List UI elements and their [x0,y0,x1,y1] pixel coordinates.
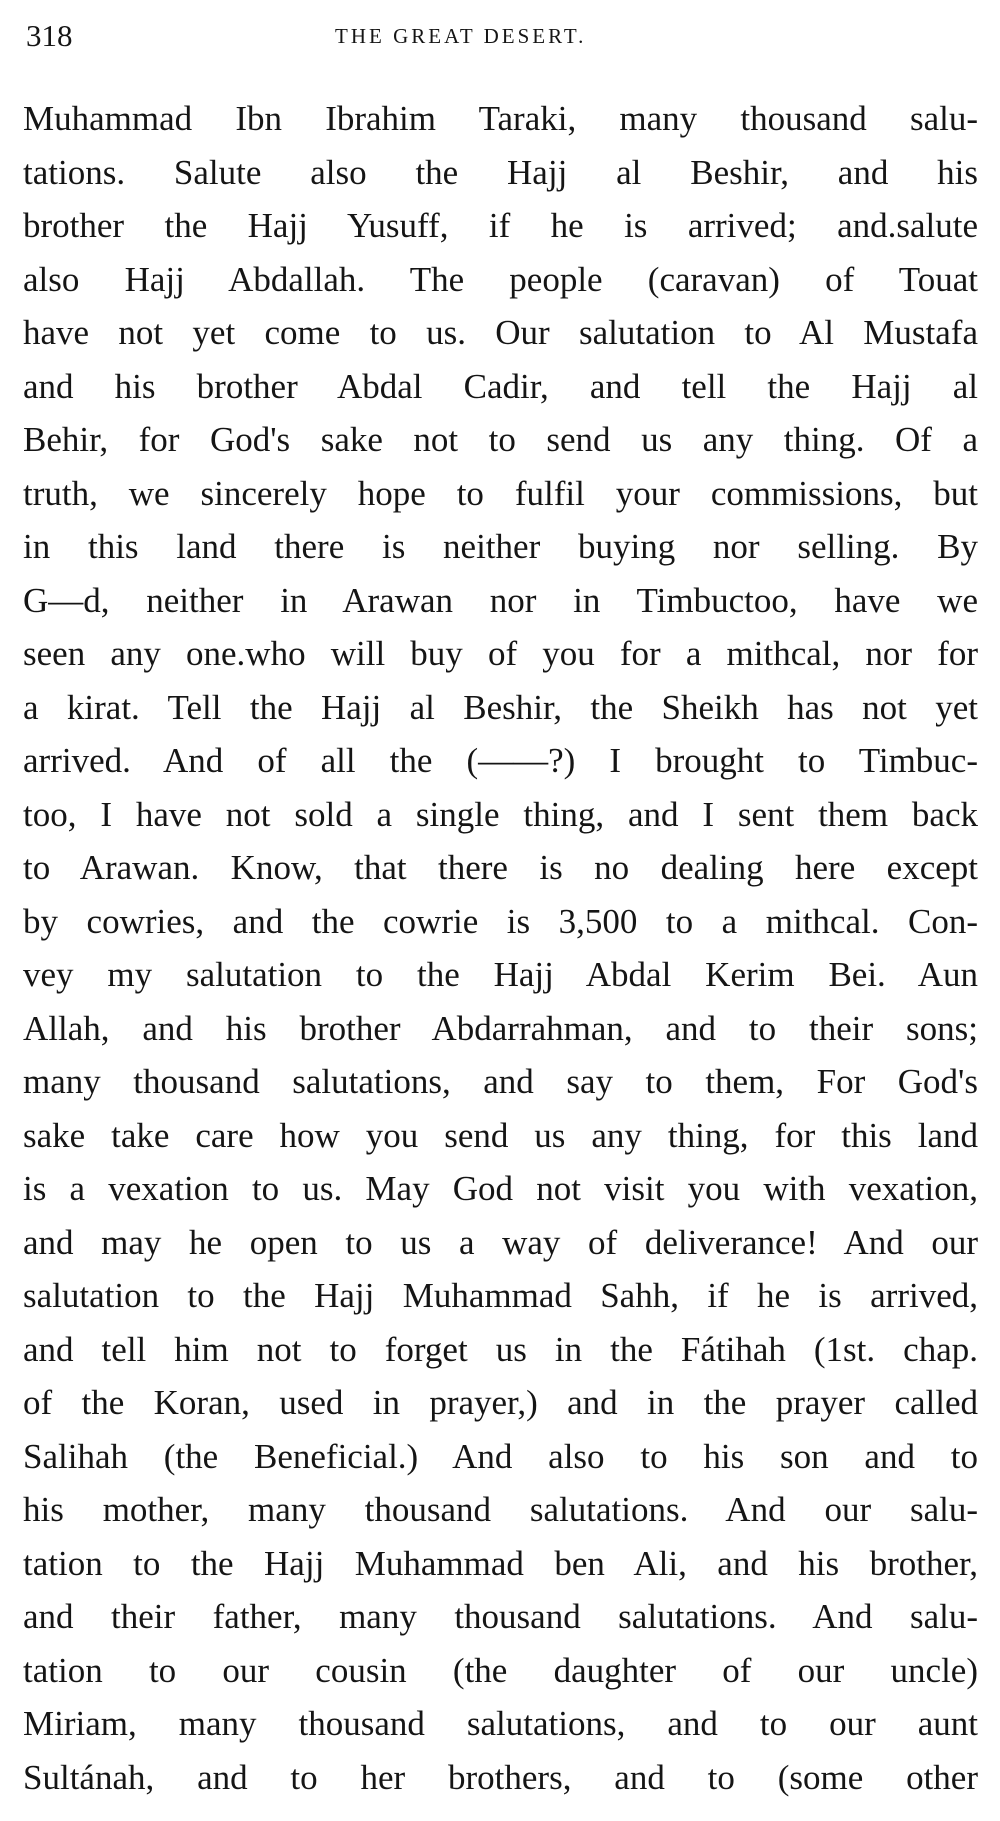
text-line: and may he open to us a way of deliverance! And our [23,1222,978,1262]
text-line: in this land there is neither buying nor selling. By [23,527,978,566]
text-line: Behir, for God's sake not to send us any thing. Of a [23,420,978,459]
text-line: and tell him not to forget us in the Fátihah (1st. chap. [23,1329,978,1369]
text-line: arrived. And of all the (——?) I brought to Timbuc- [23,741,978,780]
page-number: 318 [26,18,73,53]
text-line: seen any one.who will buy of you for a mithcal, nor for [23,634,978,673]
text-line: tation to the Hajj Muhammad ben Ali, and his brother, [23,1543,978,1583]
text-line: of the Koran, used in prayer,) and in the prayer called [23,1383,978,1422]
text-line: also Hajj Abdallah. The people (caravan) of Touat [23,259,978,299]
text-line: Miriam, many thousand salutations, and to our aunt [23,1704,978,1743]
text-line: by cowries, and the cowrie is 3,500 to a mithcal. Con- [23,901,978,941]
text-line: Salihah (the Beneficial.) And also to his son and to [23,1436,978,1476]
text-line: G—d, neither in Arawan nor in Timbuctoo, have we [23,580,978,620]
text-line: his mother, many thousand salutations. And our salu- [23,1490,978,1529]
text-line: to Arawan. Know, that there is no dealing here except [23,848,978,887]
text-line: Sultánah, and to her brothers, and to (some other [23,1757,978,1797]
text-line: salutation to the Hajj Muhammad Sahh, if he is arrived, [23,1276,978,1315]
text-line: and his brother Abdal Cadir, and tell the Hajj al [23,366,978,406]
text-line: too, I have not sold a single thing, and I sent them back [23,794,978,834]
running-head [0,18,1000,58]
text-line: tations. Salute also the Hajj al Beshir, and his [23,152,978,192]
body-text [23,92,978,1804]
text-line: sake take care how you send us any thing, for this land [23,1115,978,1155]
text-line: Allah, and his brother Abdarrahman, and to their sons; [23,1008,978,1048]
text-line: brother the Hajj Yusuff, if he is arrived; and.salute [23,206,978,245]
text-line: vey my salutation to the Hajj Abdal Kerim Bei. Aun [23,955,978,994]
text-line: truth, we sincerely hope to fulfil your commissions, but [23,473,978,513]
text-line: a kirat. Tell the Hajj al Beshir, the Sheikh has not yet [23,687,978,727]
text-line: Muhammad Ibn Ibrahim Taraki, many thousand salu- [23,99,978,138]
text-line: tation to our cousin (the daughter of our uncle) [23,1650,978,1690]
text-line: is a vexation to us. May God not visit you with vexation, [23,1169,978,1208]
running-title: THE GREAT DESERT. [335,24,587,48]
text-line: many thousand salutations, and say to them, For God's [23,1062,978,1101]
text-line: have not yet come to us. Our salutation to Al Mustafa [23,313,978,352]
text-line: and their father, many thousand salutations. And salu- [23,1597,978,1636]
